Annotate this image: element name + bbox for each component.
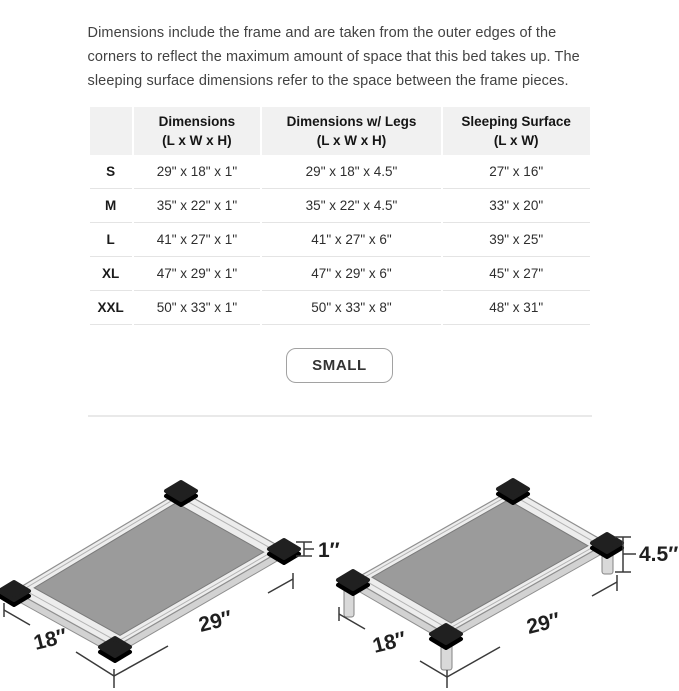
cell-dims: 41" x 27" x 1"	[134, 223, 261, 257]
table-row	[90, 223, 590, 257]
legged-bed-leg-height-dimension	[615, 537, 678, 572]
cell-sleeping: 27" x 16"	[443, 155, 590, 189]
row-size-label: XXL	[90, 291, 132, 325]
intro-paragraph: Dimensions include the frame and are taken from the outer edges of the corners to reflect the maximum amount of space that this bed takes up. The sleeping surface dimensions refer to the space between the frame pieces.	[87, 24, 580, 89]
legged-bed-width-label: 18″	[370, 627, 409, 658]
dimensions-section	[88, 15, 592, 418]
table-header-row	[90, 107, 590, 155]
legged-bed-diagram	[338, 480, 678, 688]
bed-diagrams-svg	[0, 447, 679, 691]
flat-bed-width-label: 18″	[31, 624, 70, 655]
table-row	[90, 155, 590, 189]
cell-dims-legs: 35" x 22" x 4.5"	[262, 189, 441, 223]
flat-bed-length-label: 29″	[196, 606, 235, 637]
table-row	[90, 291, 590, 325]
legged-bed-leg-height-label: 4.5″	[639, 543, 679, 566]
header-dimensions-legs: Dimensions w/ Legs (L x W x H)	[262, 107, 441, 155]
flat-bed-diagram	[0, 482, 340, 688]
cell-sleeping: 39" x 25"	[443, 223, 590, 257]
cell-dims-legs: 50" x 33" x 8"	[262, 291, 441, 325]
cell-dims-legs: 41" x 27" x 6"	[262, 223, 441, 257]
header-sleeping-surface: Sleeping Surface (L x W)	[443, 107, 590, 155]
row-size-label: L	[90, 223, 132, 257]
cell-dims: 29" x 18" x 1"	[134, 155, 261, 189]
cell-sleeping: 48" x 31"	[443, 291, 590, 325]
header-size-column	[90, 107, 132, 155]
cell-dims: 47" x 29" x 1"	[134, 257, 261, 291]
flat-bed-height-label: 1″	[318, 539, 340, 562]
bed-diagrams	[0, 447, 679, 691]
legged-bed-length-label: 29″	[524, 608, 563, 639]
header-dimensions: Dimensions (L x W x H)	[134, 107, 261, 155]
size-selector-row	[88, 348, 592, 383]
cell-sleeping: 33" x 20"	[443, 189, 590, 223]
size-dimensions-table	[88, 107, 592, 325]
table-row	[90, 257, 590, 291]
cell-dims: 35" x 22" x 1"	[134, 189, 261, 223]
flat-bed-height-dimension	[296, 539, 340, 562]
cell-dims: 50" x 33" x 1"	[134, 291, 261, 325]
row-size-label: M	[90, 189, 132, 223]
row-size-label: XL	[90, 257, 132, 291]
cell-sleeping: 45" x 27"	[443, 257, 590, 291]
section-divider	[88, 415, 592, 417]
row-size-label: S	[90, 155, 132, 189]
cell-dims-legs: 47" x 29" x 6"	[262, 257, 441, 291]
table-row	[90, 189, 590, 223]
cell-dims-legs: 29" x 18" x 4.5"	[262, 155, 441, 189]
size-small-button[interactable]: SMALL	[286, 348, 393, 383]
